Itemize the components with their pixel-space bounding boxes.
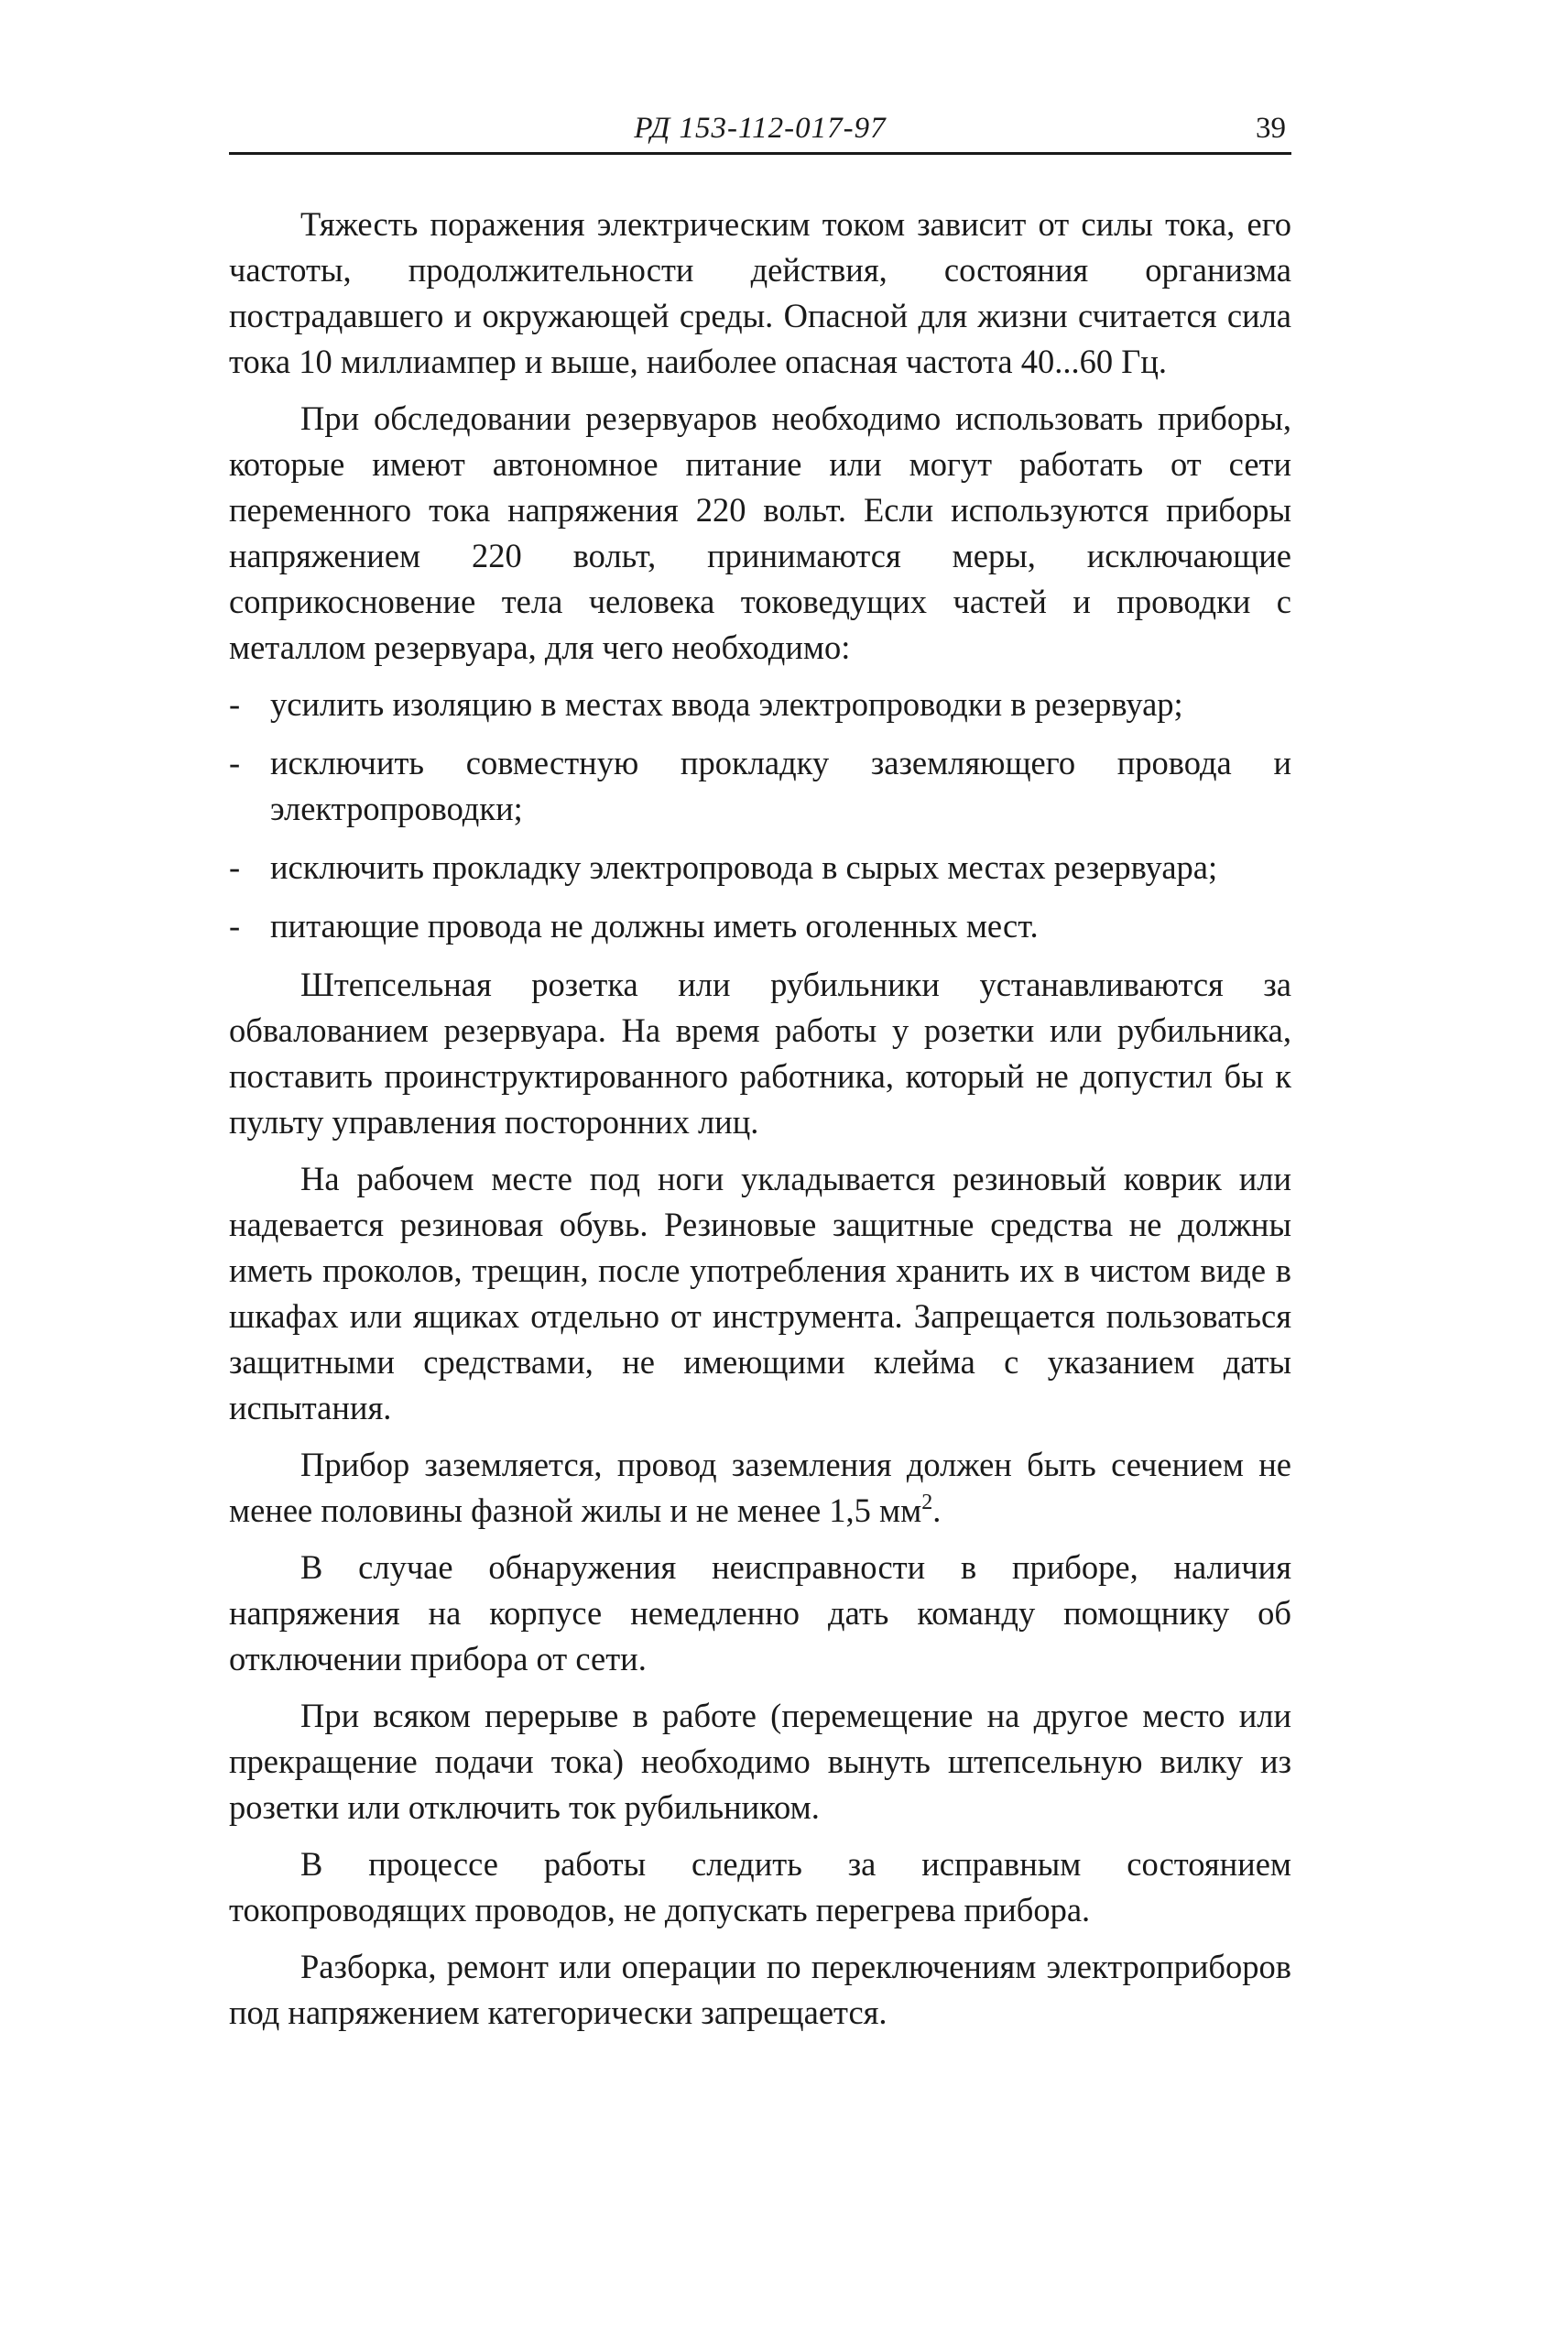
list-item [229, 845, 1291, 890]
list-item [229, 903, 1291, 949]
paragraph-rubber-protection: На рабочем месте под ноги укладывается резиновый коврик или надевается резиновая обувь. Резиновые защитные средства не должны иметь проколов, трещин, после употребления хранить их в чистом виде в шкафах или ящиках отдельно от инструмента. Запрещается пользоваться защитными средствами, не имеющими клейма с указанием даты испытания. [229, 1160, 1291, 1426]
paragraph-electric-shock-severity: Тяжесть поражения электрическим током зависит от силы тока, его частоты, продолжительности действия, состояния организма пострадавшего и окружающей среды. Опасной для жизни считается сила тока 10 миллиампер и выше, наиболее опасная частота 40...60 Гц. [229, 205, 1291, 380]
list-item [229, 740, 1291, 832]
paragraph-reservoir-inspection-devices: При обследовании резервуаров необходимо использовать приборы, которые имеют автономное питание или могут работать от сети переменного тока напряжения 220 вольт. Если используются приборы напряжением 220 вольт, принимаются меры, исключающие соприкосновение тела человека токоведущих частей и проводки с металлом резервуара, для чего необходимо: [229, 399, 1291, 666]
list-item-text: исключить совместную прокладку заземляющего провода и электропроводки; [270, 744, 1291, 827]
paragraph-malfunction-response: В случае обнаружения неисправности в приборе, наличия напряжения на корпусе немедленно дать команду помощнику об отключении прибора от сети. [229, 1548, 1291, 1677]
list-marker: - [229, 848, 241, 886]
paragraph-wire-monitoring: В процессе работы следить за исправным состоянием токопроводящих проводов, не допускать перегрева прибора. [229, 1845, 1291, 1928]
document-body [229, 202, 1291, 2047]
grounding-superscript: 2 [921, 1491, 933, 1514]
list-item-text: усилить изоляцию в местах ввода электропроводки в резервуар; [270, 685, 1183, 723]
page-number: 39 [1256, 112, 1286, 145]
page-header [229, 108, 1291, 155]
list-item-text: питающие провода не должны иметь оголенных мест. [270, 907, 1039, 945]
paragraph-socket-placement: Штепсельная розетка или рубильники устанавливаются за обвалованием резервуара. На время работы у розетки или рубильника, поставить проинструктированного работника, который не допустил бы к пульту управления посторонних лиц. [229, 966, 1291, 1141]
safety-measures-list [229, 682, 1291, 949]
paragraph-grounding [229, 1442, 1291, 1534]
list-item [229, 682, 1291, 727]
list-marker: - [229, 907, 241, 945]
list-item-text: исключить прокладку электропровода в сырых местах резервуара; [270, 848, 1218, 886]
list-marker: - [229, 744, 241, 781]
grounding-tail: . [932, 1491, 942, 1529]
list-marker: - [229, 685, 241, 723]
grounding-text: Прибор заземляется, провод заземления должен быть сечением не менее половины фазной жилы и не менее 1,5 мм [229, 1446, 1291, 1529]
paragraph-work-break: При всяком перерыве в работе (перемещение на другое место или прекращение подачи тока) необходимо вынуть штепсельную вилку из розетки или отключить ток рубильником. [229, 1697, 1291, 1826]
paragraph-live-work-prohibition: Разборка, ремонт или операции по переключениям электроприборов под напряжением категорически запрещается. [229, 1948, 1291, 2031]
document-code: РД 153-112-017-97 [634, 112, 887, 145]
